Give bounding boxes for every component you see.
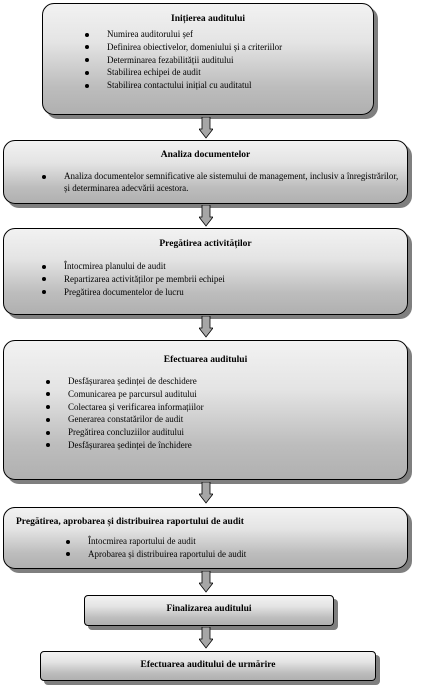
bullet-icon: [46, 418, 50, 422]
bullet-icon: [42, 175, 46, 179]
bullet-icon: [85, 84, 89, 88]
bullet-icon: [42, 290, 46, 294]
step-items: [107, 28, 282, 92]
list-item: Întocmirea raportului de audit: [88, 535, 246, 548]
bullet-icon: [46, 380, 50, 384]
step-title: Inițierea auditului: [171, 14, 245, 24]
arrow-down-icon: [199, 571, 213, 593]
arrow-down-icon: [199, 117, 213, 139]
step-audit-completion: [84, 595, 334, 626]
arrow-down-icon: [199, 482, 213, 504]
bullet-icon: [46, 392, 50, 396]
bullet-icon: [85, 33, 89, 37]
list-item: Stabilirea contactului inițial cu auditatul: [107, 79, 282, 92]
step-audit-execution: [3, 340, 408, 480]
arrow-down-icon: [199, 627, 213, 649]
bullet-icon: [66, 552, 70, 556]
arrow-down-icon: [199, 205, 213, 227]
list-item: Desfășurarea ședinței de închidere: [68, 439, 204, 452]
bullet-icon: [85, 71, 89, 75]
step-activity-preparation: [3, 228, 408, 315]
step-title: Pregătirea activităților: [159, 239, 252, 249]
list-item: Numirea auditorului șef: [107, 28, 282, 41]
bullet-icon: [46, 431, 50, 435]
step-title: Efectuarea auditului: [163, 355, 248, 365]
list-item: Generarea constatărilor de audit: [68, 413, 204, 426]
step-items: [88, 535, 246, 561]
list-item: Repartizarea activităților pe membrii echipei: [64, 273, 225, 286]
bullet-icon: [46, 443, 50, 447]
list-item: Întocmirea planului de audit: [64, 260, 225, 273]
step-items: [64, 170, 404, 194]
step-title: Efectuarea auditului de urmărire: [140, 660, 276, 670]
bullet-icon: [46, 405, 50, 409]
bullet-icon: [42, 265, 46, 269]
list-item: Comunicarea pe parcursul auditului: [68, 388, 204, 401]
list-item: Colectarea și verificarea informațiilor: [68, 401, 204, 414]
list-item: Pregătirea documentelor de lucru: [64, 286, 225, 299]
step-items: [68, 375, 204, 452]
step-title: Finalizarea auditului: [166, 604, 252, 614]
step-title: Pregătirea, aprobarea și distribuirea raportului de audit: [16, 517, 244, 527]
list-item: Determinarea fezabilității auditului: [107, 54, 282, 67]
step-title: Analiza documentelor: [160, 150, 251, 160]
step-follow-up-audit: [40, 651, 376, 681]
list-item: Aprobarea și distribuirea raportului de audit: [88, 548, 246, 561]
list-item: Analiza documentelor semnificative ale sistemului de management, inclusiv a înregistrărilor, și determinarea adecvării acestora.: [64, 170, 404, 194]
list-item: Desfășurarea ședinței de deschidere: [68, 375, 204, 388]
list-item: Definirea obiectivelor, domeniului și a criteriilor: [107, 41, 282, 54]
arrow-down-icon: [199, 316, 213, 338]
list-item: Pregătirea concluziilor auditului: [68, 426, 204, 439]
list-item: Stabilirea echipei de audit: [107, 66, 282, 79]
bullet-icon: [85, 45, 89, 49]
step-report-preparation: [3, 507, 408, 569]
bullet-icon: [66, 540, 70, 544]
step-audit-initiation: [42, 3, 374, 115]
bullet-icon: [42, 277, 46, 281]
bullet-icon: [85, 58, 89, 62]
step-document-review: [3, 140, 408, 204]
step-items: [64, 260, 225, 298]
